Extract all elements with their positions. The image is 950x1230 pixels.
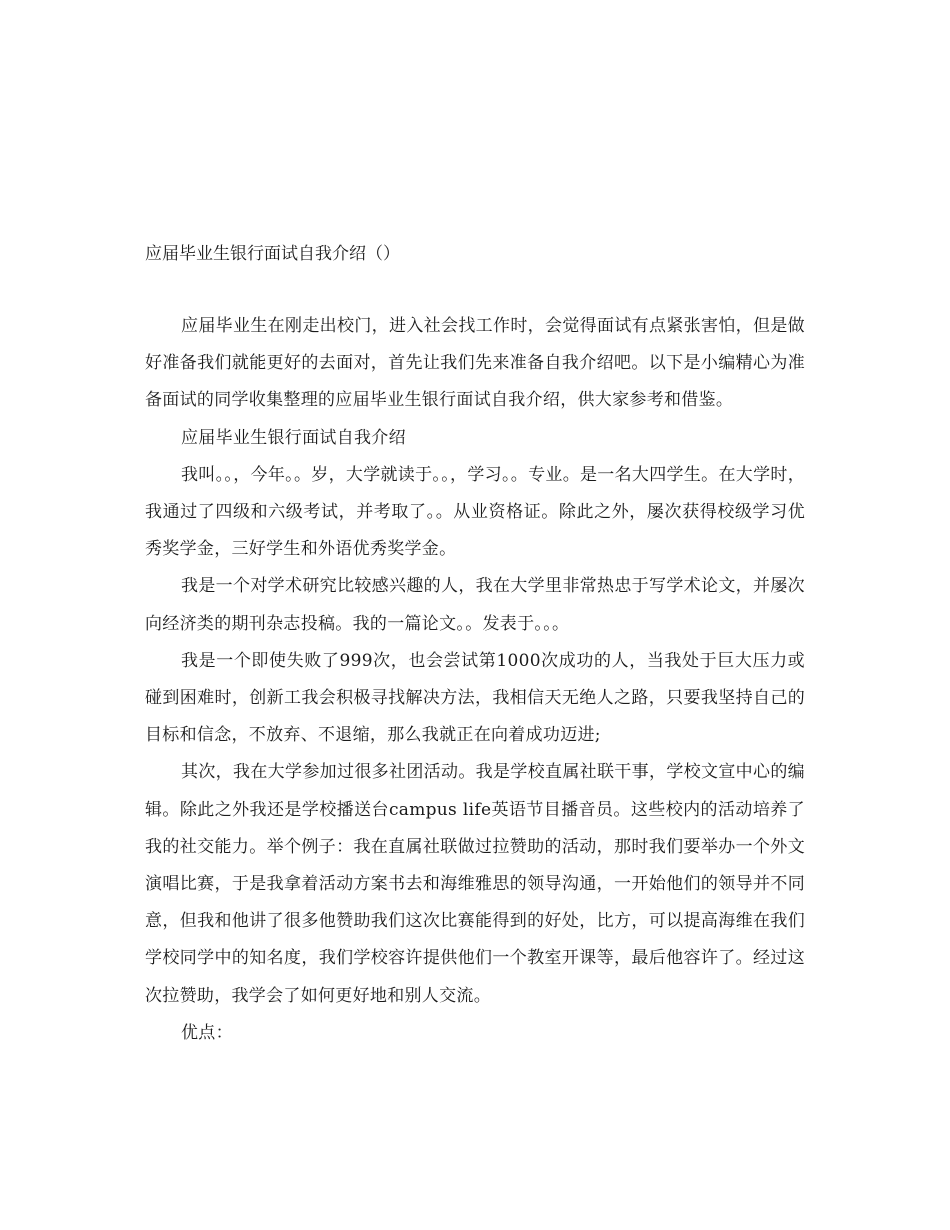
section-heading: 应届毕业生银行面试自我介绍	[181, 427, 406, 448]
strengths-heading: 优点：	[181, 1022, 233, 1043]
perseverance-paragraph: 我是一个即使失败了999次，也会尝试第1000次成功的人，当我处于巨大压力或碰到困难时，创新工我会积极寻找解决方法，我相信天无绝人之路，只要我坚持自己的目标和信念，不放弃、不退缩，那么我就正在向着成功迈进;	[145, 650, 805, 746]
intro-paragraph: 应届毕业生在刚走出校门，进入社会找工作时，会觉得面试有点紧张害怕，但是做好准备我们就能更好的去面对，首先让我们先来准备自我介绍吧。以下是小编精心为准备面试的同学收集整理的应届毕业生银行面试自我介绍，供大家参考和借鉴。	[145, 316, 805, 411]
research-paragraph: 我是一个对学术研究比较感兴趣的人，我在大学里非常热忠于写学术论文，并屡次向经济类的期刊杂志投稿。我的一篇论文。。发表于。。。	[145, 576, 805, 634]
document-page	[145, 236, 805, 1052]
activities-paragraph: 其次，我在大学参加过很多社团活动。我是学校直属社联干事，学校文宣中心的编辑。除此之外我还是学校播送台campus life英语节目播音员。这些校内的活动培养了我的社交能力。举个例子：我在直属社联做过拉赞助的活动，那时我们要举办一个外文演唱比赛，于是我拿着活动方案书去和海维雅思的领导沟通，一开始他们的领导并不同意，但我和他讲了很多他赞助我们这次比赛能得到的好处，比方，可以提高海维在我们学校同学中的知名度，我们学校容许提供他们一个教室开课等，最后他容许了。经过这次拉赞助，我学会了如何更好地和别人交流。	[145, 762, 805, 1006]
self-intro-paragraph: 我叫。。，今年。。岁，大学就读于。。，学习。。专业。是一名大四学生。在大学时，我通过了四级和六级考试，并考取了。。从业资格证。除此之外，屡次获得校级学习优秀奖学金，三好学生和外语优秀奖学金。	[145, 464, 805, 560]
document-title: 应届毕业生银行面试自我介绍（）	[145, 244, 400, 264]
